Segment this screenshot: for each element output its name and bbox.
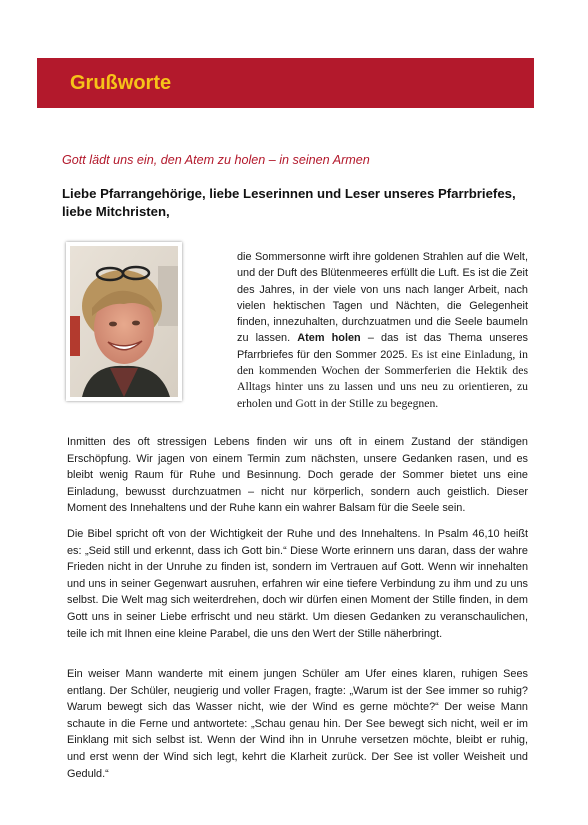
intro-text: die Sommersonne wirft ihre goldenen Strahlen auf die Welt, und der Duft des Blütenmeeres erfüllt die Luft. Es ist die Zeit des Jahres, in der viele von uns nach langer Arbeit, nach vielen hektischen Tagen und Nächten, die Gelegenheit finden, innezuhalten, durchzuatmen und die Seele baumeln zu lassen.: [237, 251, 528, 345]
header-banner: [37, 58, 534, 108]
body-paragraph: Inmitten des oft stressigen Lebens finden wir uns oft in einem Zustand der ständigen Erschöpfung. Wir jagen von einem Termin zum nächsten, unsere Gedanken rasen, und es bleibt wenig Raum für Ruhe und Besinnung. Doch gerade der Sommer bietet uns eine Einladung, bewusst durchzuatmen – nicht nur körperlich, sondern auch geistlich. Dieser Moment des Innehaltens und der Ruhe kann ein wahrer Balsam für die Seele sein.: [67, 436, 528, 515]
body-paragraph: Ein weiser Mann wanderte mit einem jungen Schüler am Ufer eines klaren, ruhigen Sees entlang. Der Schüler, neugierig und voller Fragen, fragte: „Warum ist der See immer so ruhig? Warum bewegt sich das Wasser nicht, wie der Wind es gerne möchte?“ Der weise Mann schaute in die Ferne und antwortete: „Schau genau hin. Der See bewegt sich nicht, weil er im Einklang mit sich selbst ist. Wenn der Wind ihn in Unruhe versetzen möchte, bleibt er ruhig, und erst wenn der Wind sich legt, kehrt die Klarheit zurück. Der See ist voller Weisheit und Geduld.“: [67, 668, 528, 780]
subtitle: Gott lädt uns ein, den Atem zu holen – in seinen Armen: [62, 153, 370, 167]
intro-text-continued: – das ist das Thema unseres Pfarrbriefes für den Sommer 2025.: [237, 332, 528, 361]
body-paragraph: Die Bibel spricht oft von der Wichtigkeit der Ruhe und des Innehaltens. In Psalm 46,10 heißt es: „Seid still und erkennt, dass ich Gott bin.“ Diese Worte erinnern uns daran, dass der wahre Frieden nicht in der Unruhe zu finden ist, sondern im Vertrauen auf Gott. Wenn wir innehalten und uns in seiner Gegenwart ausruhen, erfahren wir eine tiefere Verbindung zu ihm und zu uns selbst. Die Welt mag sich weiterdrehen, doch wir dürfen einen Moment der Stille finden, in dem Gott uns in seiner Liebe erfrischt und neu stärkt. Um diesen Gedanken zu veranschaulichen, teile ich mit Ihnen eine kleine Parabel, die uns den Wert der Stille näherbringt.: [67, 528, 528, 640]
intro-paragraph: [237, 249, 528, 412]
greeting-heading: Liebe Pfarrangehörige, liebe Leserinnen und Leser unseres Pfarrbriefes, liebe Mitchristen,: [62, 186, 516, 219]
portrait-photo-image: [70, 246, 178, 397]
intro-text-serif: Es ist eine Einladung, in den kommenden Wochen der Sommerferien die Hektik des Alltags hinter uns zu lassen und uns neu zu orientieren, zu erholen und Gott in der Stille zu begegnen.: [237, 347, 528, 410]
intro-bold-phrase: Atem holen: [297, 332, 361, 345]
author-photo: [66, 242, 182, 401]
page-title: Grußworte: [70, 72, 172, 94]
